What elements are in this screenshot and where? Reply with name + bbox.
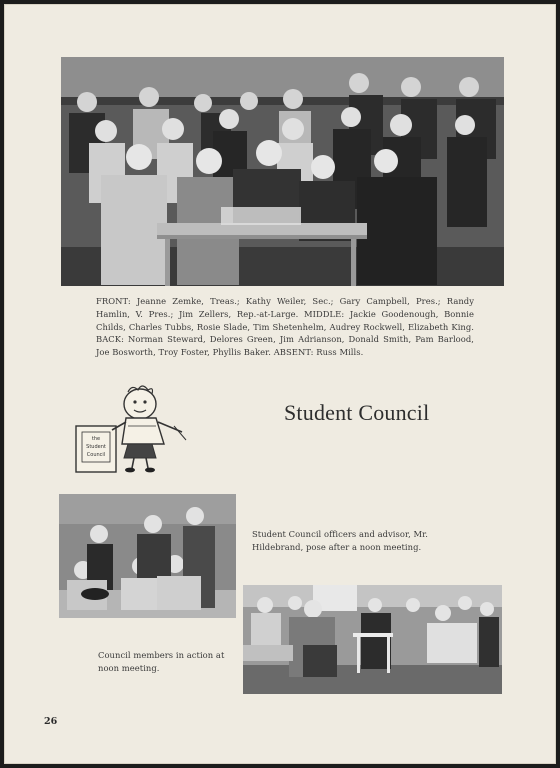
officers-photo <box>59 494 236 618</box>
cartoon-box-text-1: the <box>91 436 101 442</box>
cartoon-illustration <box>72 382 190 474</box>
group-photo-caption: FRONT: Jeanne Zemke, Treas.; Kathy Weiler, Sec.; Gary Campbell, Pres.; Randy Hamlin, V. Pres.; Jim Zellers, Rep.-at-Large. MIDDLE: Jackie Goodenough, Bonnie Childs, Charles Tubbs, Rosie Slade, Tim Shetenhelm, Audrey Rockwell, Elizabeth King. BACK: Norman Steward, Delores Green, Jim Adrianson, Donald Smith, Pam Barlood, Joe Bosworth, Troy Foster, Phyllis Baker. ABSENT: Russ Mills. <box>96 296 474 358</box>
meeting-photo <box>243 585 502 694</box>
group-photo <box>61 57 504 286</box>
officers-photo-caption: Student Council officers and advisor, Mr. Hildebrand, pose after a noon meeting. <box>252 529 429 552</box>
cartoon-box-text-3: Council <box>86 452 106 458</box>
section-heading: Student Council <box>284 400 430 425</box>
yearbook-page <box>4 4 556 764</box>
meeting-photo-caption: Council members in action at noon meeting. <box>98 650 225 673</box>
page-number: 26 <box>44 716 58 727</box>
cartoon-box-text-2: Student <box>86 444 106 450</box>
